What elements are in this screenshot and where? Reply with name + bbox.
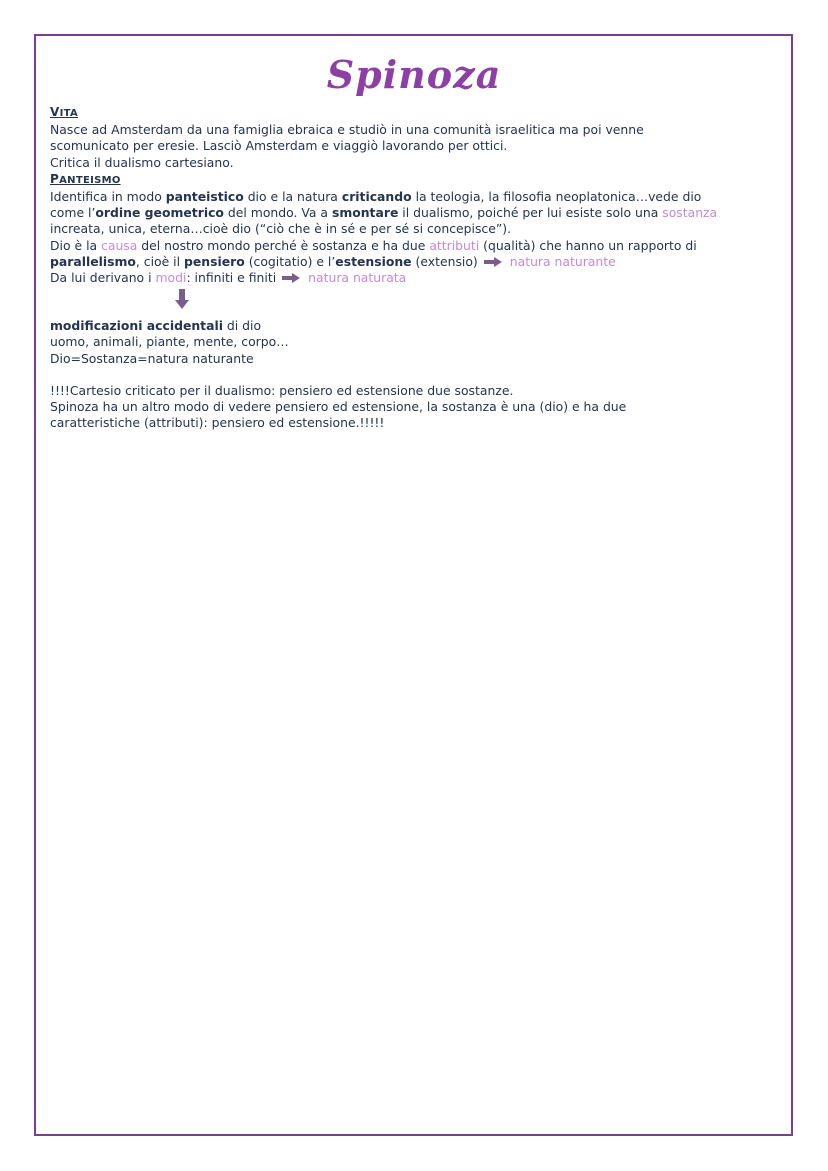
text-run: il dualismo, poiché per lui esiste solo una <box>398 205 663 221</box>
bold-term: panteistico <box>165 189 244 205</box>
bold-term: ordine geometrico <box>95 205 224 221</box>
text-run: di dio <box>222 318 262 334</box>
text-run: Da lui derivano i <box>50 270 156 286</box>
bold-term: criticando <box>341 189 412 205</box>
text-run: Dio è la <box>50 237 102 253</box>
spacer <box>50 367 790 383</box>
panteismo-line-1 <box>50 189 790 205</box>
bold-term: estensione <box>335 253 412 269</box>
document-body <box>50 104 790 431</box>
notes-line-3: caratteristiche (attributi): pensiero ed estensione.!!!!! <box>50 415 385 431</box>
vita-line-3: Critica il dualismo cartesiano. <box>50 154 234 170</box>
panteismo-line-4 <box>50 238 790 254</box>
modi-line-2: uomo, animali, piante, mente, corpo… <box>50 334 289 350</box>
highlight-term: modi <box>155 270 187 286</box>
text-run: (qualità) che hanno un rapporto di <box>479 237 697 253</box>
right-arrow-icon <box>282 273 300 283</box>
heading-initial: P <box>50 171 60 186</box>
text-run: : infiniti e finiti <box>186 270 277 286</box>
text-run: la teologia, la filosofia neoplatonica…vede dio <box>411 189 702 205</box>
highlight-term: natura naturante <box>509 253 616 269</box>
text-run: (extensio) <box>411 253 478 269</box>
spacer <box>50 286 790 318</box>
text-run: , cioè il <box>135 253 185 269</box>
bold-term: parallelismo <box>50 253 136 269</box>
highlight-term: natura naturata <box>308 270 407 286</box>
heading-rest: ANTEISMO <box>59 174 121 186</box>
section-heading-panteismo <box>50 171 790 189</box>
vita-line-1: Nasce ad Amsterdam da una famiglia ebraica e studiò in una comunità israelitica ma poi venne <box>50 122 644 138</box>
heading-rest: ITA <box>59 108 78 119</box>
section-heading-vita <box>50 104 790 122</box>
panteismo-line-6 <box>50 270 790 286</box>
text-run: del mondo. Va a <box>223 205 332 221</box>
text-run: (cogitatio) e l’ <box>244 253 336 269</box>
highlight-term: sostanza <box>662 205 718 221</box>
text-run: dio e la natura <box>243 189 342 205</box>
panteismo-line-2 <box>50 205 790 221</box>
down-arrow-icon <box>175 289 189 309</box>
highlight-term: attributi <box>429 237 480 253</box>
notes-line-2: Spinoza ha un altro modo di vedere pensiero ed estensione, la sostanza è una (dio) e ha due <box>50 399 627 415</box>
modi-line-1 <box>50 318 790 334</box>
page-title: Spinoza <box>326 52 502 97</box>
bold-term: modificazioni accidentali <box>50 318 223 334</box>
panteismo-line-5 <box>50 254 790 270</box>
modi-line-3: Dio=Sostanza=natura naturante <box>50 350 254 366</box>
vita-line-2: scomunicato per eresie. Lasciò Amsterdam e viaggiò lavorando per ottici. <box>50 138 508 154</box>
heading-initial: V <box>50 105 60 119</box>
highlight-term: causa <box>101 237 138 253</box>
panteismo-line-3: increata, unica, eterna…cioè dio (“ciò che è in sé e per sé si concepisce”). <box>50 221 512 237</box>
notes-line-1: !!!!Cartesio criticato per il dualismo: pensiero ed estensione due sostanze. <box>50 382 514 398</box>
right-arrow-icon <box>484 257 502 267</box>
bold-term: pensiero <box>184 253 245 269</box>
text-run: come l’ <box>50 205 96 221</box>
bold-term: smontare <box>331 205 399 221</box>
text-run: del nostro mondo perché è sostanza e ha due <box>137 237 430 253</box>
text-run: Identifica in modo <box>50 189 166 205</box>
